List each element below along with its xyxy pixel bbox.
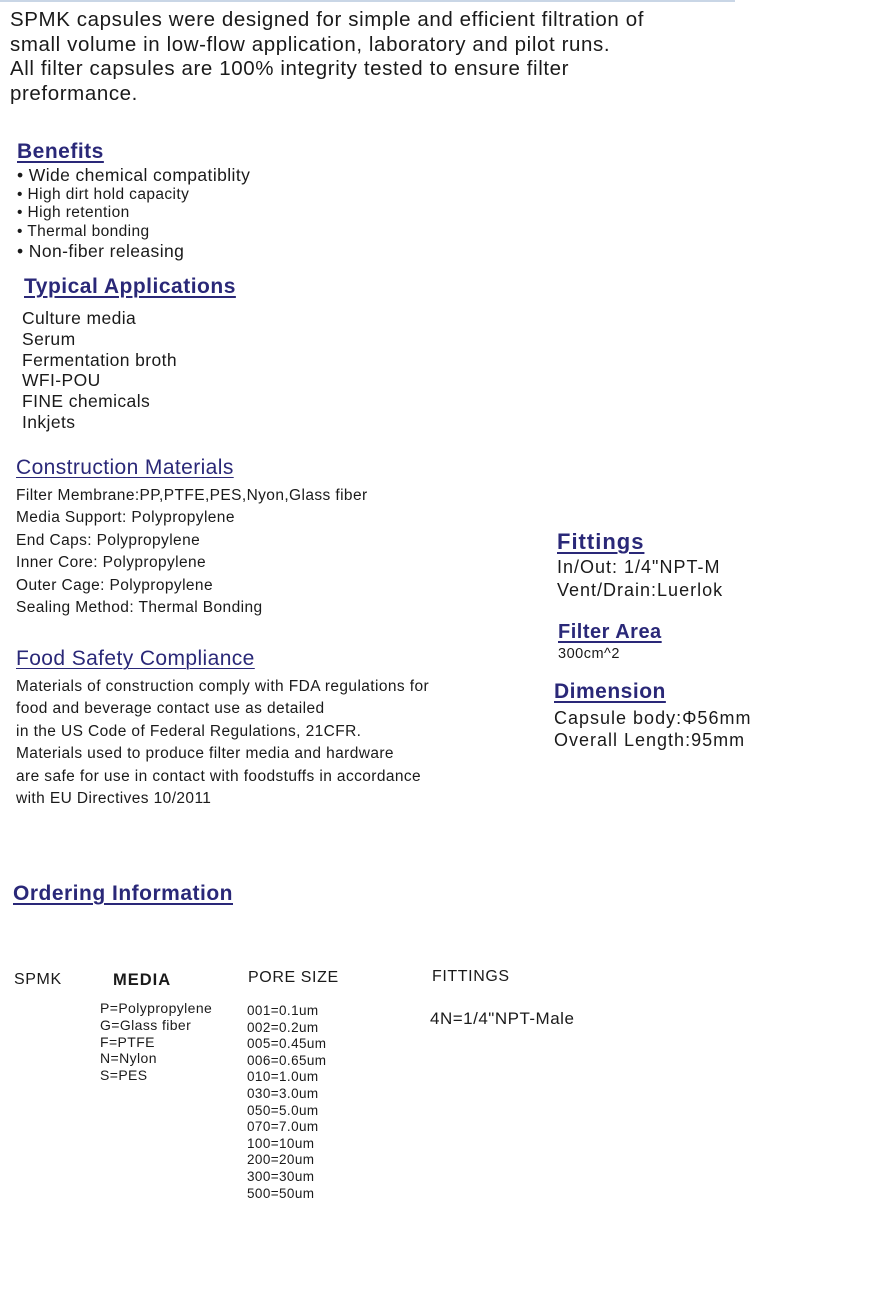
pore-size-item: 030=3.0um (247, 1085, 319, 1101)
pore-size-item: 010=1.0um (247, 1069, 319, 1085)
intro-line: SPMK capsules were designed for simple and efficient filtration of (10, 8, 645, 31)
intro-paragraph (10, 8, 750, 106)
benefit-item: • Non-fiber releasing (17, 241, 185, 261)
construction-item: Inner Core: Polypropylene (16, 554, 207, 572)
media-item: N=Nylon (100, 1050, 157, 1067)
construction-item: Sealing Method: Thermal Bonding (16, 599, 263, 617)
applications-heading: Typical Applications (24, 275, 236, 298)
media-header: MEDIA (113, 971, 172, 989)
pore-size-item: 001=0.1um (247, 1003, 319, 1018)
fittings-list (557, 556, 723, 602)
applications-list (22, 308, 177, 433)
application-item: FINE chemicals (22, 391, 151, 412)
fitting-item: In/Out: 1/4"NPT-M (557, 557, 721, 577)
application-item: Fermentation broth (22, 349, 178, 370)
pore-size-item: 006=0.65um (247, 1052, 327, 1068)
pore-size-item: 002=0.2um (247, 1019, 319, 1035)
media-item: G=Glass fiber (100, 1016, 192, 1033)
top-divider (0, 0, 735, 2)
dimension-item: Overall Length:95mm (554, 730, 746, 750)
construction-item: End Caps: Polypropylene (16, 531, 201, 549)
fitting-item: Vent/Drain:Luerlok (557, 580, 724, 600)
media-item: F=PTFE (100, 1033, 155, 1050)
fittings-option: 4N=1/4"NPT-Male (430, 1009, 575, 1028)
intro-line: All filter capsules are 100% integrity tested to ensure filter (10, 57, 570, 80)
pore-size-item: 100=10um (247, 1135, 315, 1151)
benefit-item: • High dirt hold capacity (17, 186, 190, 203)
construction-item: Outer Cage: Polypropylene (16, 576, 213, 594)
pore-size-list (247, 1003, 326, 1202)
benefit-item: • Wide chemical compatiblity (17, 165, 251, 185)
food-safety-line: food and beverage contact use as detailed (16, 700, 325, 718)
application-item: Serum (22, 328, 76, 349)
benefit-item: • Thermal bonding (17, 223, 150, 240)
media-item: P=Polypropylene (100, 1000, 213, 1016)
filter-area-value: 300cm^2 (558, 646, 620, 662)
pore-size-item: 005=0.45um (247, 1036, 327, 1052)
filter-area-heading: Filter Area (558, 621, 662, 643)
fittings-header: FITTINGS (432, 968, 510, 985)
pore-size-header: PORE SIZE (248, 969, 339, 986)
dimension-heading: Dimension (554, 680, 666, 703)
ordering-heading: Ordering Information (13, 882, 233, 905)
intro-line: preformance. (10, 81, 138, 105)
construction-list (16, 485, 368, 619)
application-item: Inkjets (22, 411, 76, 432)
food-safety-line: are safe for use in contact with foodstuffs in accordance (16, 767, 422, 785)
media-list (100, 1000, 212, 1084)
construction-heading: Construction Materials (16, 456, 234, 479)
food-safety-line: in the US Code of Federal Regulations, 21CFR. (16, 722, 362, 740)
media-item: S=PES (100, 1067, 148, 1084)
fittings-heading: Fittings (557, 529, 645, 554)
intro-line: small volume in low-flow application, laboratory and pilot runs. (10, 32, 611, 56)
food-safety-line: with EU Directives 10/2011 (16, 790, 212, 808)
construction-item: Filter Membrane:PP,PTFE,PES,Nyon,Glass fiber (16, 487, 368, 504)
food-safety-text (16, 676, 429, 810)
benefit-item: • High retention (17, 204, 130, 221)
pore-size-item: 200=20um (247, 1152, 315, 1168)
benefits-heading: Benefits (17, 140, 104, 163)
dimension-item: Capsule body:Φ56mm (554, 708, 752, 728)
food-safety-line: Materials of construction comply with FDA regulations for (16, 678, 430, 695)
food-safety-line: Materials used to produce filter media and hardware (16, 745, 394, 763)
application-item: Culture media (22, 308, 137, 328)
pore-size-item: 050=5.0um (247, 1102, 319, 1118)
application-item: WFI-POU (22, 370, 101, 391)
benefits-list (17, 165, 250, 261)
dimension-list (554, 707, 751, 751)
pore-size-item: 500=50um (247, 1185, 315, 1201)
construction-item: Media Support: Polypropylene (16, 509, 235, 527)
ordering-prefix: SPMK (14, 971, 62, 988)
pore-size-item: 070=7.0um (247, 1119, 319, 1135)
pore-size-item: 300=30um (247, 1168, 315, 1184)
food-safety-heading: Food Safety Compliance (16, 647, 255, 670)
